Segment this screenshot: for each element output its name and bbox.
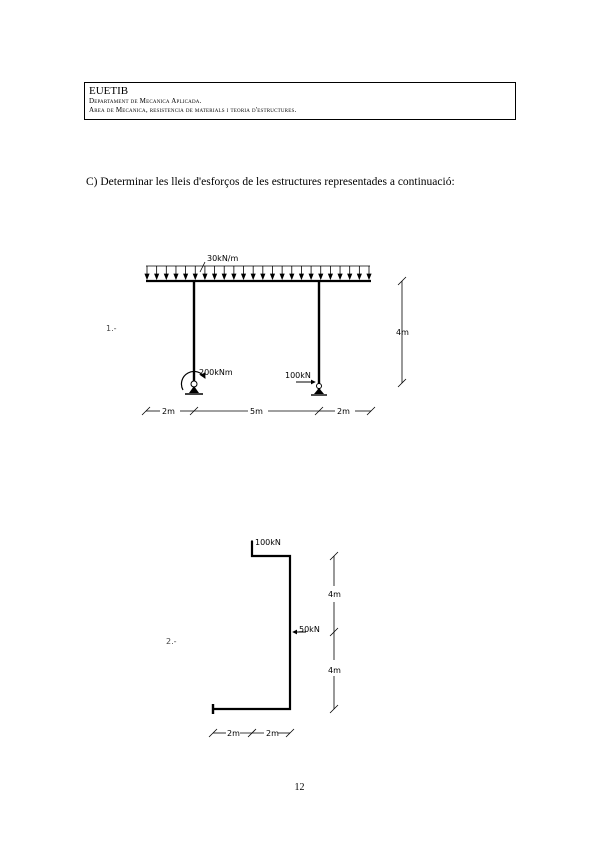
right-support [311,384,327,396]
distributed-load-label: 30kN/m [207,254,239,263]
height-2-label: 4m [328,666,341,675]
load-arrow-head [280,274,284,279]
page-number: 12 [294,782,305,793]
load-arrow-head [357,274,361,279]
load-arrow-head [145,274,149,279]
question-text: C) Determinar les lleis d'esforços de les estructures representades a continuació: [86,176,455,188]
load-arrow-head [290,274,294,279]
load-label-leader [200,262,205,272]
height-label: 4m [396,328,409,337]
structure-2 [166,538,341,738]
horizontal-dimension [209,729,294,737]
school-name: EUETIB [89,85,129,97]
load-arrow-head [193,274,197,279]
load-arrow-head [328,274,332,279]
span-1-label: 2m [227,729,240,738]
load-arrow-head [213,274,217,279]
span-2-label: 5m [250,407,263,416]
load-arrow-head [203,274,207,279]
span-3-label: 2m [337,407,350,416]
distributed-load-arrows [145,266,371,279]
area-name: Area de Mecanica, resistencia de materials i teoria d'estructures. [89,106,297,114]
bent-frame [213,541,290,709]
load-arrow-head [338,274,342,279]
mid-load-label: 50kN [299,625,320,634]
load-arrow-head [164,274,168,279]
top-load-label: 100kN [255,538,281,547]
department-name: Departament de Mecanica Aplicada. [89,97,202,105]
structure-2-label: 2.- [166,637,177,646]
load-arrow-head [184,274,188,279]
point-load-label: 100kN [285,371,311,380]
load-arrow-head [155,274,159,279]
load-arrow-head [309,274,313,279]
load-arrow-head [222,274,226,279]
load-arrow-head [299,274,303,279]
span-2-label: 2m [266,729,279,738]
load-arrow-head [348,274,352,279]
load-arrow-head [261,274,265,279]
load-arrow-head [174,274,178,279]
load-arrow-head [251,274,255,279]
load-arrow-head [319,274,323,279]
load-arrow-head [232,274,236,279]
span-1-label: 2m [162,407,175,416]
structure-1-label: 1.- [106,324,117,333]
structure-1 [106,254,409,416]
moment-label: 200kNm [199,368,233,377]
load-arrow-head [270,274,274,279]
vertical-dimension [330,552,338,713]
load-arrow-head [367,274,371,279]
height-1-label: 4m [328,590,341,599]
load-arrow-head [242,274,246,279]
